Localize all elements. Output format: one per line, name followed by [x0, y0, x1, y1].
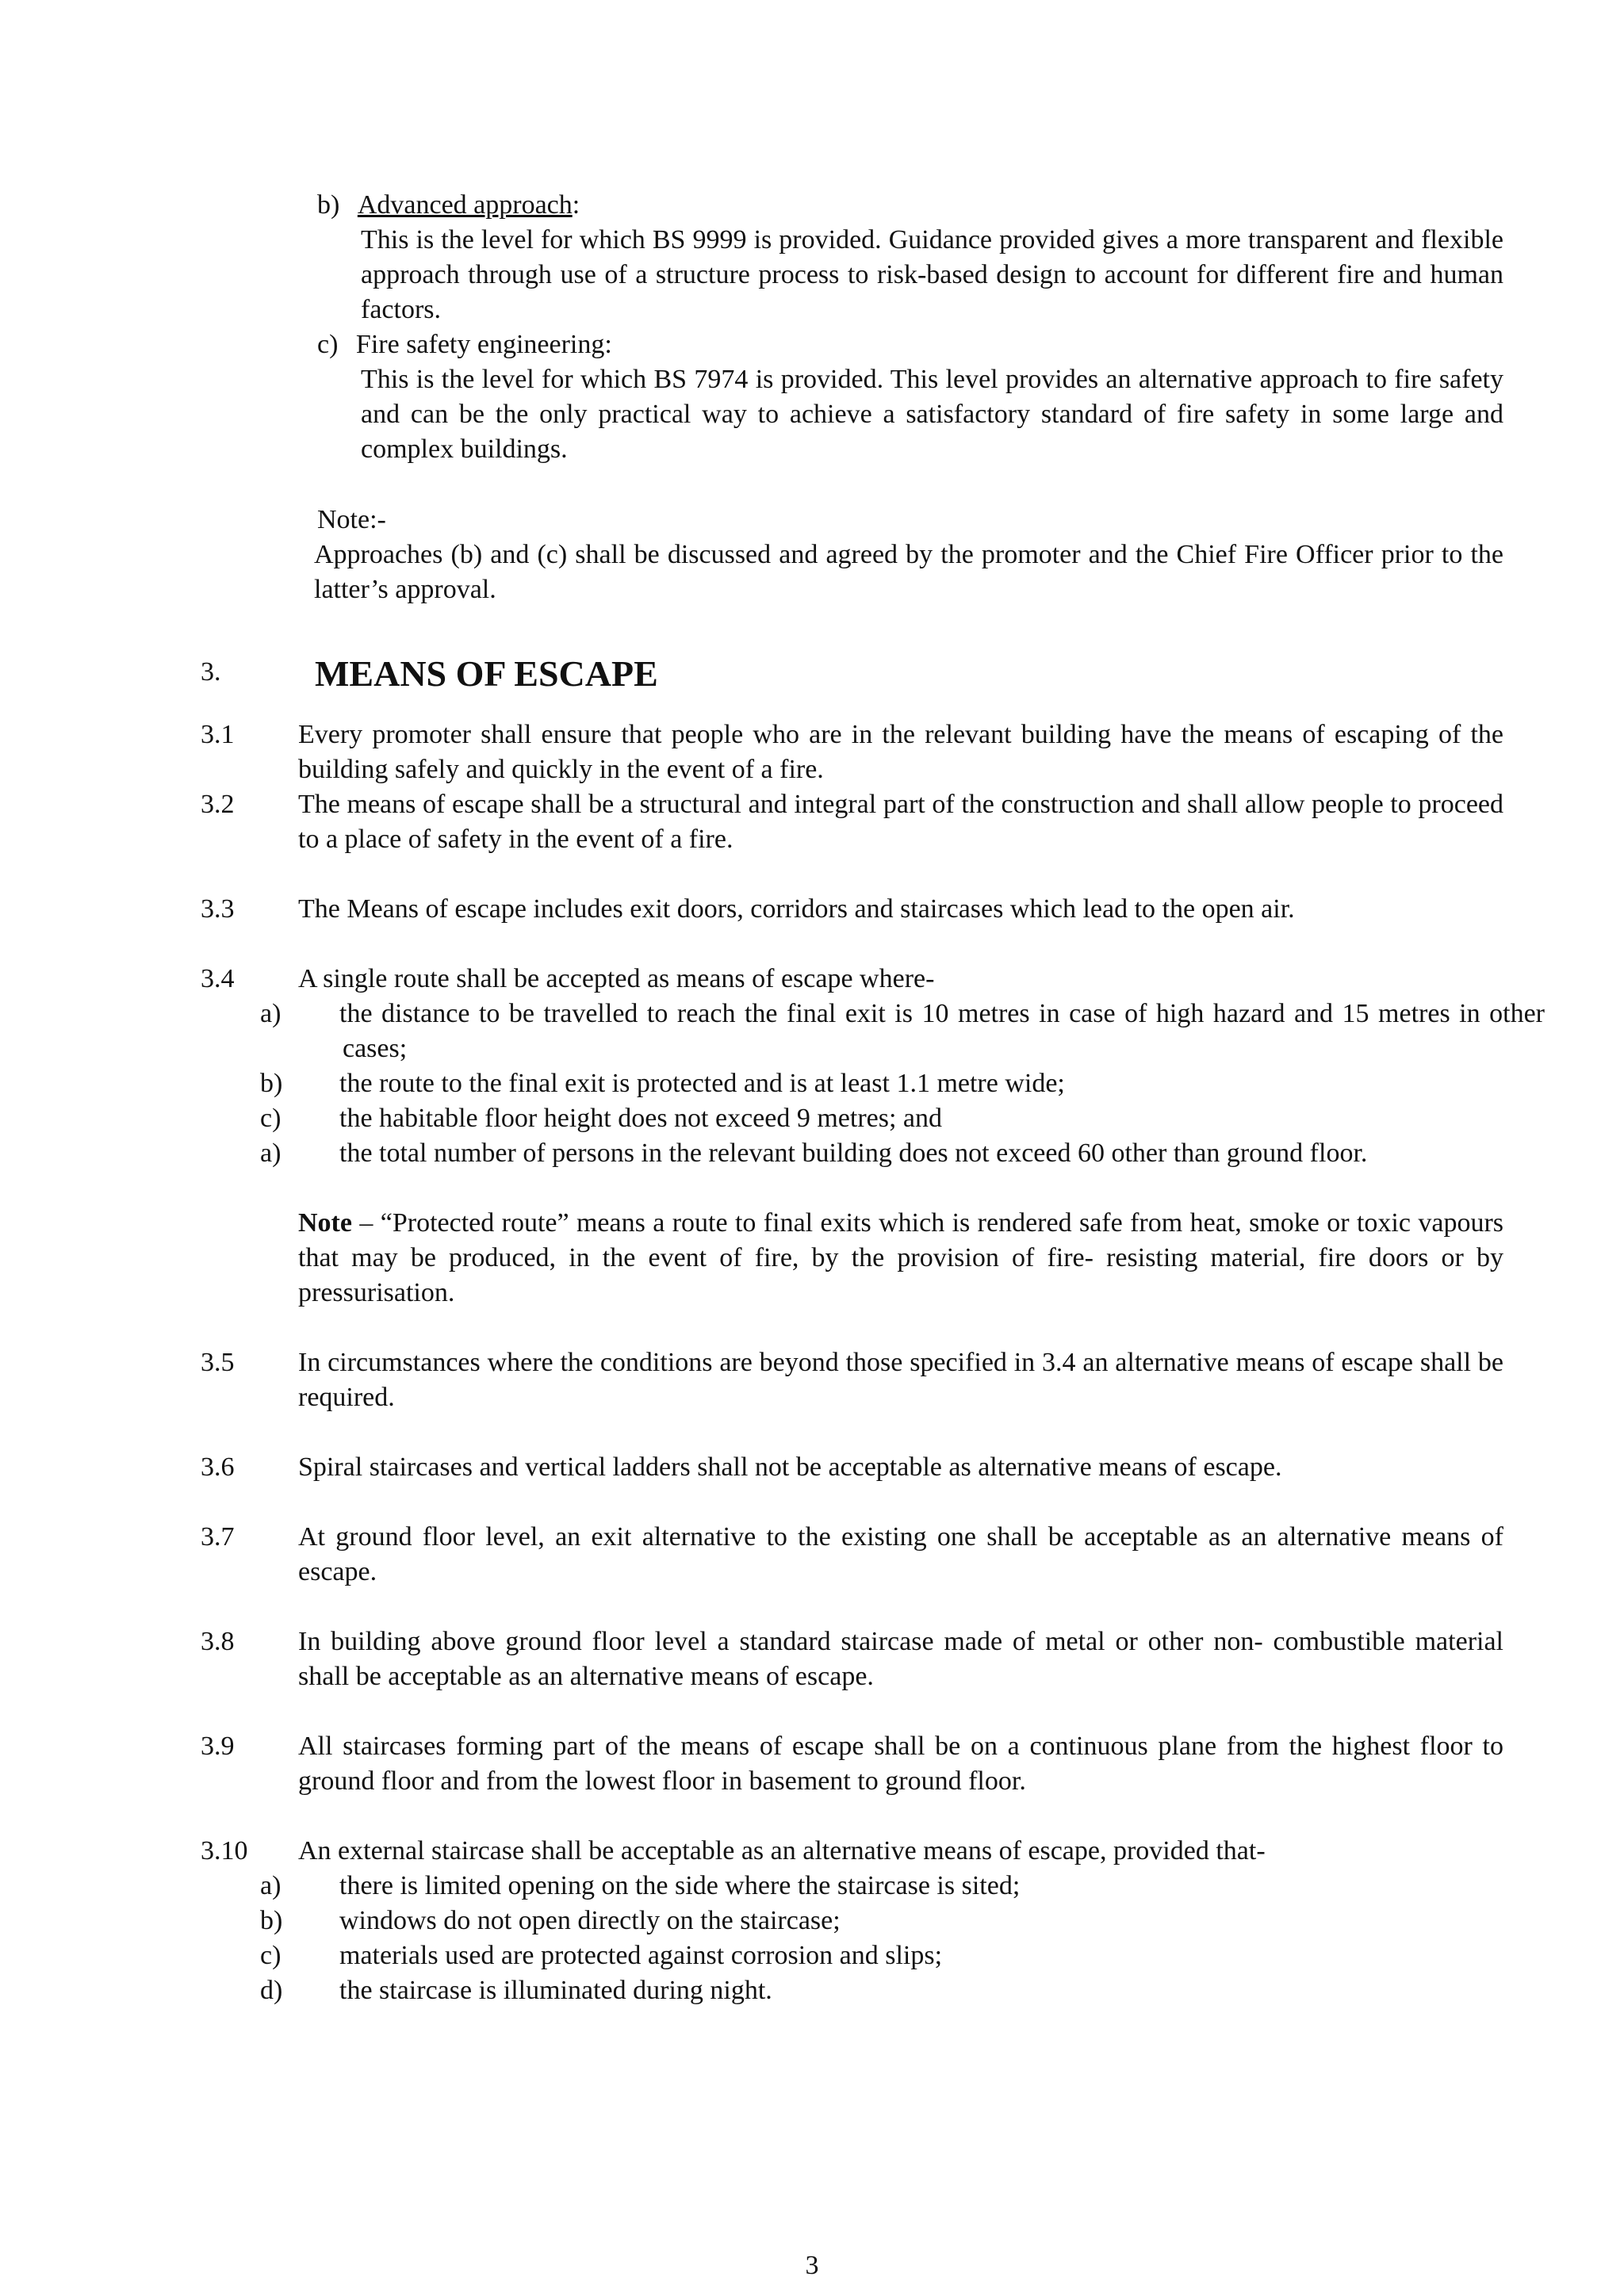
- page-number: 3: [805, 2251, 819, 2280]
- clause-3-4-item-text: the route to the final exit is protected and is at least 1.1 metre wide;: [339, 1069, 1065, 1098]
- clause-3-4-item: [260, 1101, 1545, 1136]
- item-b-colon: :: [572, 190, 580, 220]
- clause-3-7-number: 3.7: [201, 1522, 235, 1552]
- clause-3-10-text: An external staircase shall be acceptable as an alternative means of escape, provided that-: [298, 1836, 1266, 1866]
- item-b-heading: [317, 188, 580, 223]
- clause-3-10-item-label: a): [260, 1871, 282, 1900]
- clause-3-5-number: 3.5: [201, 1348, 235, 1377]
- clause-3-4-item: [260, 1136, 1545, 1171]
- clause-3-4-item-label: a): [260, 1138, 282, 1168]
- item-b-text: This is the level for which BS 9999 is provided. Guidance provided gives a more transparent and flexible approach through use of a structure process to risk-based design to account for different fire and human factors.: [361, 225, 1503, 324]
- item-c-heading: [317, 327, 612, 362]
- clause-3-4-item: [260, 1066, 1545, 1101]
- clause-3-9-number: 3.9: [201, 1732, 235, 1761]
- intro-note-text: Approaches (b) and (c) shall be discussed and agreed by the promoter and the Chief Fire Officer prior to the latter’s approval.: [314, 540, 1503, 604]
- clause-3-10-item-text: materials used are protected against corrosion and slips;: [339, 1941, 943, 1970]
- clause-3-1-text: Every promoter shall ensure that people who are in the relevant building have the means of escaping of the building safely and quickly in the event of a fire.: [298, 720, 1503, 784]
- clause-3-10-number: 3.10: [201, 1836, 248, 1866]
- clause-3-10-item-text: there is limited opening on the side where the staircase is sited;: [339, 1871, 1021, 1900]
- clause-3-4-item: [260, 997, 1545, 1066]
- section-title: MEANS OF ESCAPE: [315, 653, 658, 694]
- clause-3-4-text: A single route shall be accepted as means of escape where-: [298, 964, 935, 993]
- clause-3-4-item-label: c): [260, 1104, 282, 1133]
- clause-3-3-number: 3.3: [201, 894, 235, 924]
- clause-3-6-text: Spiral staircases and vertical ladders shall not be acceptable as alternative means of escape.: [298, 1452, 1282, 1482]
- clause-3-1-number: 3.1: [201, 720, 235, 749]
- clause-3-2-number: 3.2: [201, 790, 235, 819]
- clause-3-10-item: [260, 1973, 1545, 2008]
- clause-3-10-item-label: c): [260, 1941, 282, 1970]
- clause-3-4-note: [298, 1206, 1503, 1311]
- clause-3-4-item-label: a): [260, 999, 282, 1028]
- clause-3-6-number: 3.6: [201, 1452, 235, 1482]
- clause-3-8-number: 3.8: [201, 1627, 235, 1656]
- clause-3-2-text: The means of escape shall be a structural and integral part of the construction and shall allow people to proceed to a place of safety in the event of a fire.: [298, 790, 1503, 854]
- clause-3-5-text: In circumstances where the conditions are beyond those specified in 3.4 an alternative means of escape shall be required.: [298, 1348, 1503, 1412]
- clause-3-4-item-label: b): [260, 1069, 283, 1098]
- clause-3-10-item: [260, 1904, 1545, 1938]
- clause-3-10-item-text: the staircase is illuminated during night.: [339, 1976, 772, 2005]
- clause-3-4-item-text: the total number of persons in the relevant building does not exceed 60 other than ground floor.: [339, 1138, 1368, 1168]
- item-c-label: c): [317, 330, 339, 359]
- clause-3-10-item-label: b): [260, 1906, 283, 1935]
- clause-3-8-text: In building above ground floor level a standard staircase made of metal or other non- combustible material shall be acceptable as an alternative means of escape.: [298, 1627, 1503, 1691]
- item-c-text: This is the level for which BS 7974 is provided. This level provides an alternative approach to fire safety and can be the only practical way to achieve a satisfactory standard of fire safety in some large and complex buildings.: [361, 365, 1503, 464]
- clause-3-10-item-text: windows do not open directly on the staircase;: [339, 1906, 841, 1935]
- clause-3-4-item-text: the habitable floor height does not exceed 9 metres; and: [339, 1104, 943, 1133]
- clause-3-10-item-label: d): [260, 1976, 283, 2005]
- clause-3-9-text: All staircases forming part of the means of escape shall be on a continuous plane from the highest floor to ground floor and from the lowest floor in basement to ground floor.: [298, 1732, 1503, 1796]
- section-number: 3.: [201, 657, 221, 687]
- item-c-title: Fire safety engineering:: [355, 330, 612, 359]
- clause-3-4-item-text: the distance to be travelled to reach the final exit is 10 metres in case of high hazard and 15 metres in other cases;: [339, 999, 1545, 1063]
- item-b-title: Advanced approach: [357, 190, 573, 220]
- clause-3-4-note-text: – “Protected route” means a route to final exits which is rendered safe from heat, smoke or toxic vapours that may be produced, in the event of fire, by the provision of fire- resisting material, fire doors or by pressurisation.: [298, 1208, 1503, 1307]
- clause-3-4-note-label: Note: [298, 1208, 352, 1238]
- intro-note-label: Note:-: [317, 505, 386, 534]
- clause-3-4-number: 3.4: [201, 964, 235, 993]
- clause-3-10-item: [260, 1869, 1545, 1904]
- clause-3-10-item: [260, 1938, 1545, 1973]
- clause-3-7-text: At ground floor level, an exit alternative to the existing one shall be acceptable as an alternative means of escape.: [298, 1522, 1503, 1586]
- item-b-label: b): [317, 190, 340, 220]
- clause-3-3-text: The Means of escape includes exit doors, corridors and staircases which lead to the open air.: [298, 894, 1295, 924]
